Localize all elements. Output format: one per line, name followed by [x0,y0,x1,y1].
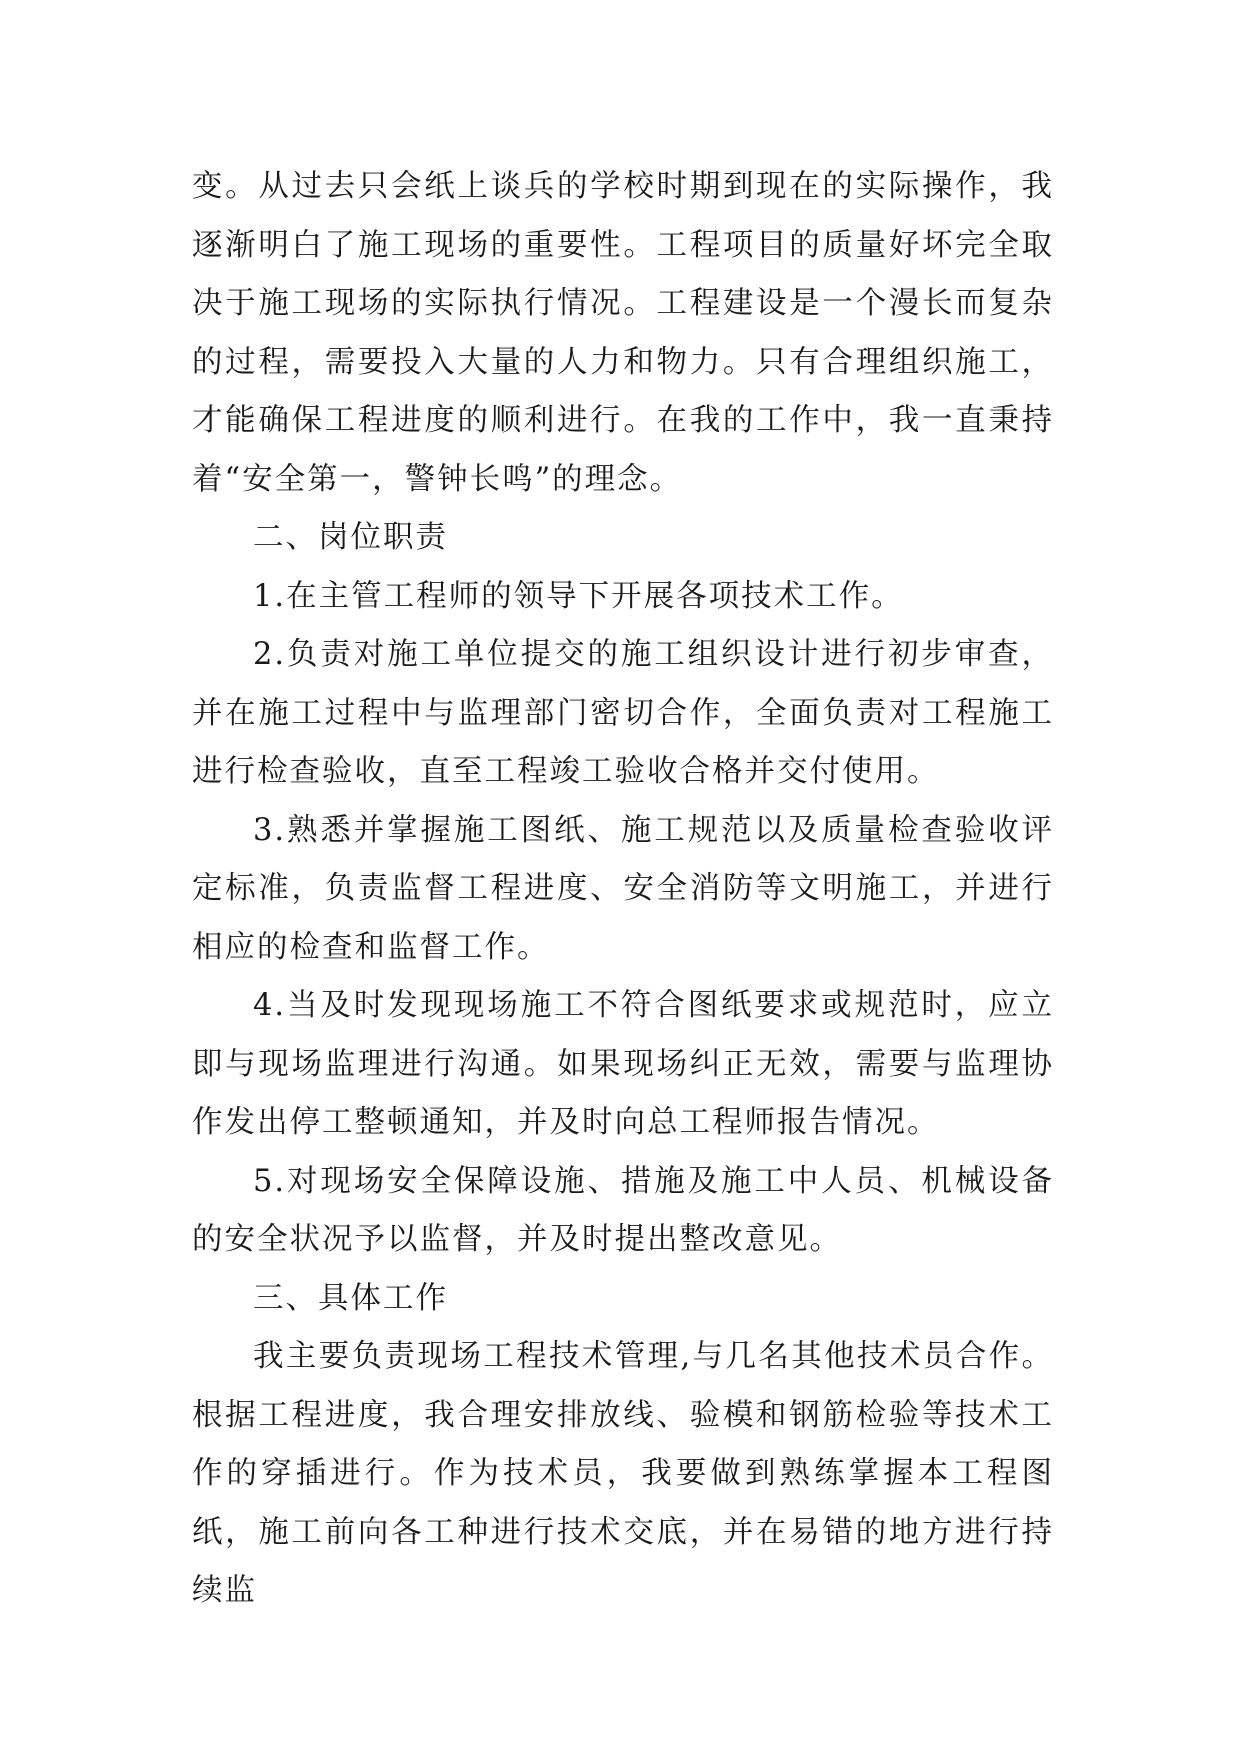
duty-item-3: 3.熟悉并掌握施工图纸、施工规范以及质量检查验收评定标准，负责监督工程进度、安全消防等文明施工，并进行相应的检查和监督工作。 [192,812,1054,965]
duty-item-2: 2.负责对施工单位提交的施工组织设计进行初步审查，并在施工过程中与监理部门密切合作，全面负责对工程施工进行检查验收，直至工程竣工验收合格并交付使用。 [192,637,1054,789]
duty-item-5: 5.对现场安全保障设施、措施及施工中人员、机械设备的安全状况予以监督，并及时提出整改意见。 [192,1163,1054,1257]
section-heading-duties: 二、岗位职责 [253,520,448,555]
document-body [192,158,1054,1621]
section-heading-work: 三、具体工作 [253,1280,448,1316]
paragraph-specific-work: 我主要负责现场工程技术管理,与几名其他技术员合作。根据工程进度，我合理安排放线、验模和钢筋检验等技术工作的穿插进行。作为技术员，我要做到熟练掌握本工程图纸，施工前向各工种进行技术交底，并在易错的地方进行持续监 [192,1339,1054,1608]
paragraph-continuation: 变。从过去只会纸上谈兵的学校时期到现在的实际操作，我逐渐明白了施工现场的重要性。工程项目的质量好坏完全取决于施工现场的实际执行情况。工程建设是一个漫长而复杂的过程，需要投入大量的人力和物力。只有合理组织施工，才能确保工程进度的顺利进行。在我的工作中，我一直秉持着“安全第一，警钟长鸣”的理念。 [192,169,1054,497]
duty-item-1: 1.在主管工程师的领导下开展各项技术工作。 [253,578,904,614]
duty-item-4: 4.当及时发现现场施工不符合图纸要求或规范时，应立即与现场监理进行沟通。如果现场纠正无效，需要与监理协作发出停工整顿通知，并及时向总工程师报告情况。 [192,988,1054,1140]
